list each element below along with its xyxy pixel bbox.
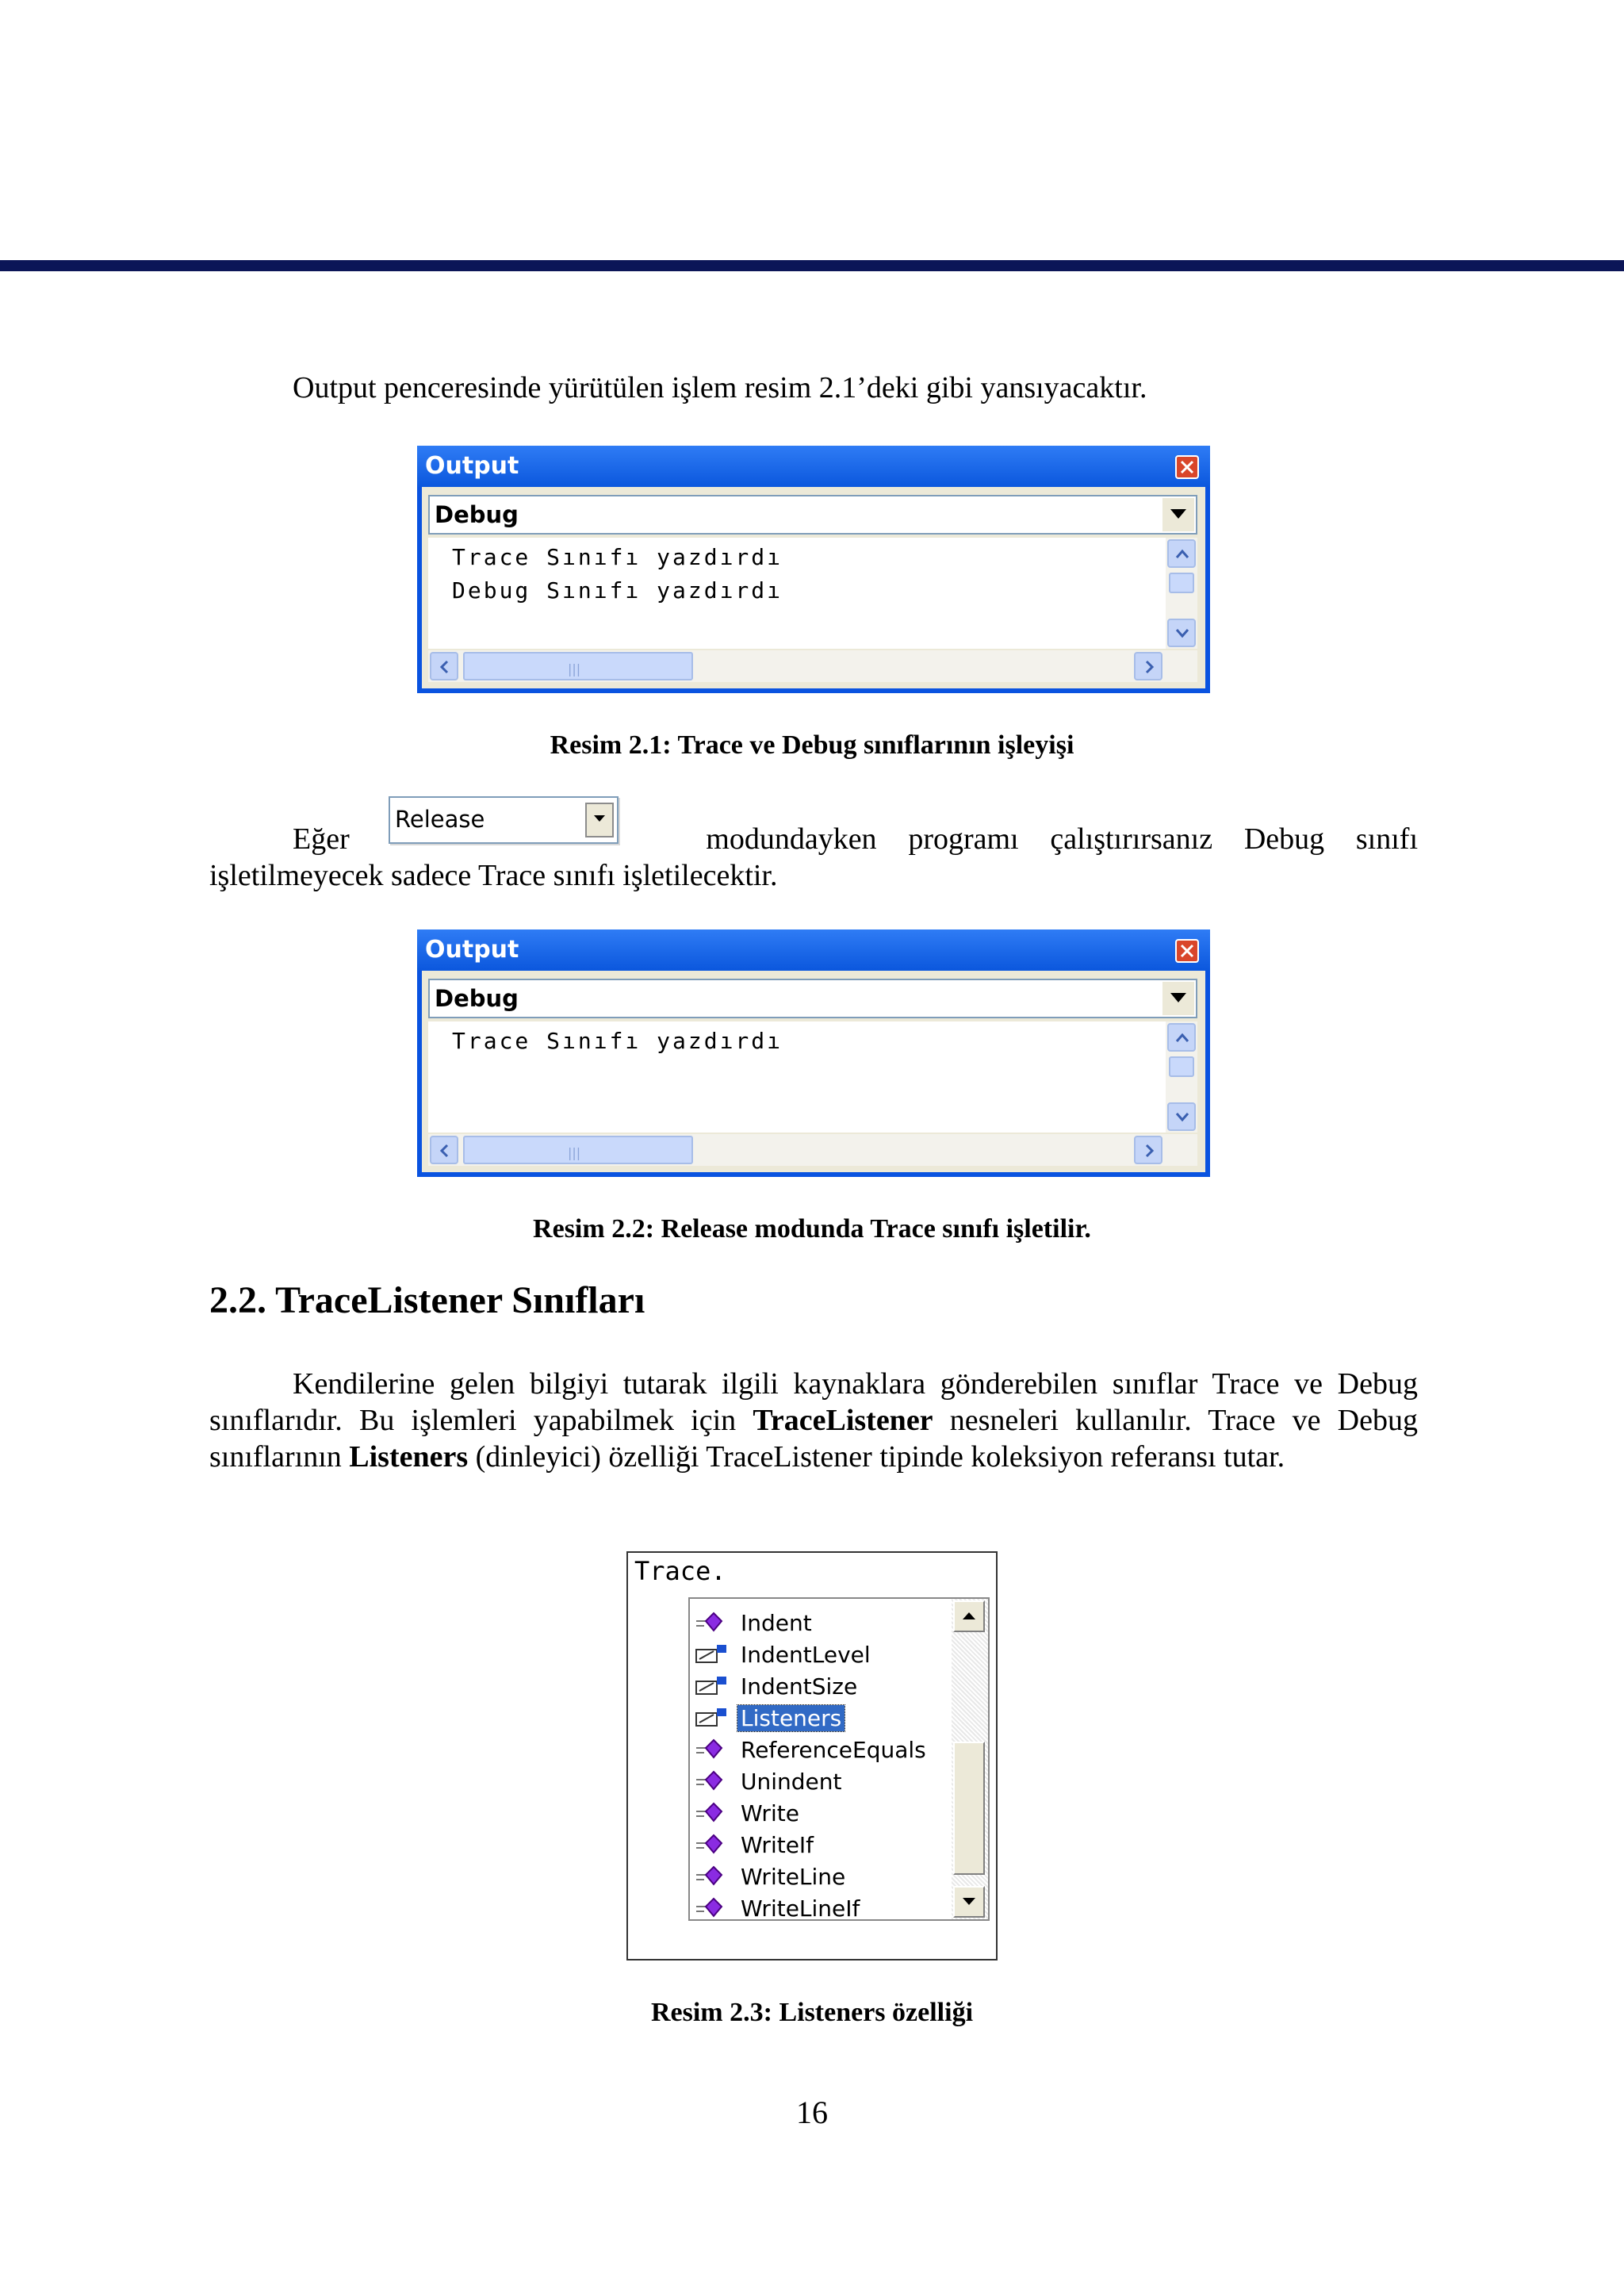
output-line: Trace Sınıfı yazdırdı bbox=[452, 544, 783, 570]
release-combo-value: Release bbox=[395, 806, 485, 833]
release-combo[interactable] bbox=[389, 796, 619, 844]
member-label: Listeners bbox=[737, 1705, 845, 1731]
method-icon bbox=[695, 1802, 730, 1830]
output-title: Output bbox=[425, 452, 519, 480]
member-list-item[interactable] bbox=[690, 1764, 950, 1799]
output-line: Debug Sınıfı yazdırdı bbox=[452, 577, 783, 604]
output-source-combo[interactable] bbox=[428, 495, 1197, 535]
scroll-left-button[interactable] bbox=[430, 1136, 458, 1164]
section-text-2: nesneleri kullanılır. Trace ve Debug sınıflarının bbox=[209, 1404, 1418, 1474]
intro-paragraph bbox=[209, 370, 1418, 406]
chevron-up-icon bbox=[1175, 1031, 1189, 1044]
chevron-down-icon bbox=[594, 815, 605, 823]
scroll-down-button[interactable] bbox=[953, 1886, 985, 1918]
member-list-item[interactable] bbox=[690, 1732, 950, 1767]
close-button[interactable] bbox=[1175, 455, 1199, 479]
member-list[interactable] bbox=[688, 1597, 990, 1921]
property-icon bbox=[695, 1643, 730, 1671]
scroll-thumb[interactable] bbox=[953, 1742, 985, 1875]
member-list-item[interactable] bbox=[690, 1859, 950, 1894]
chevron-down-icon bbox=[1175, 1110, 1189, 1123]
member-label: IndentLevel bbox=[741, 1642, 871, 1668]
member-list-item[interactable] bbox=[690, 1637, 950, 1672]
figure3-caption: Resim 2.3: Listeners özelliği bbox=[650, 1998, 974, 2027]
chevron-left-icon bbox=[438, 660, 452, 674]
output-window-2 bbox=[417, 929, 1210, 1177]
output-text-area[interactable] bbox=[428, 538, 1197, 649]
release-combo-dropdown-button[interactable] bbox=[585, 803, 614, 837]
intro-text: Output penceresinde yürütülen işlem resim 2.1’deki gibi yansıyacaktır. bbox=[293, 371, 1147, 404]
scroll-thumb[interactable] bbox=[463, 652, 693, 680]
scroll-right-button[interactable] bbox=[1134, 652, 1162, 680]
vertical-scrollbar[interactable] bbox=[1166, 538, 1197, 649]
scroll-right-button[interactable] bbox=[1134, 1136, 1162, 1164]
member-label: Write bbox=[741, 1800, 799, 1826]
chevron-left-icon bbox=[438, 1144, 452, 1158]
output-line: Trace Sınıfı yazdırdı bbox=[452, 1028, 783, 1054]
code-typed-text: Trace. bbox=[634, 1556, 726, 1586]
member-label: WriteLineIf bbox=[741, 1895, 860, 1922]
combo-value: Debug bbox=[435, 501, 519, 528]
page-number: 16 bbox=[796, 2095, 828, 2130]
combo-dropdown-button[interactable] bbox=[1161, 498, 1194, 531]
method-icon bbox=[695, 1897, 730, 1925]
method-icon bbox=[695, 1738, 730, 1766]
triangle-up-icon bbox=[963, 1612, 975, 1621]
member-label: ReferenceEquals bbox=[741, 1737, 926, 1763]
member-list-item[interactable] bbox=[690, 1827, 950, 1862]
grip-icon: ||| bbox=[568, 661, 581, 676]
member-list-item[interactable] bbox=[690, 1605, 950, 1640]
scroll-thumb[interactable] bbox=[1169, 573, 1194, 593]
chevron-up-icon bbox=[1175, 547, 1189, 560]
release-text-before: Eğer bbox=[293, 822, 350, 856]
horizontal-scrollbar[interactable] bbox=[428, 650, 1197, 682]
method-icon bbox=[695, 1834, 730, 1861]
section-bold-2: Listeners bbox=[349, 1440, 469, 1474]
member-list-item[interactable] bbox=[690, 1669, 950, 1704]
intellisense-popup bbox=[626, 1551, 998, 1960]
member-list-item[interactable] bbox=[690, 1891, 950, 1926]
vertical-scrollbar[interactable] bbox=[1166, 1021, 1197, 1133]
scroll-thumb[interactable] bbox=[1169, 1056, 1194, 1077]
method-icon bbox=[695, 1770, 730, 1798]
member-label: IndentSize bbox=[741, 1673, 858, 1700]
horizontal-scrollbar[interactable] bbox=[428, 1134, 1197, 1166]
scroll-left-button[interactable] bbox=[430, 652, 458, 680]
section-text-3: (dinleyici) özelliği TraceListener tipinde koleksiyon referansı tutar. bbox=[468, 1440, 1285, 1474]
scroll-up-button[interactable] bbox=[1167, 539, 1196, 568]
chevron-down-icon bbox=[1170, 509, 1186, 520]
member-label: Unindent bbox=[741, 1769, 842, 1795]
output-titlebar bbox=[417, 446, 1210, 487]
section-paragraph bbox=[209, 1366, 1418, 1475]
section-heading: 2.2. TraceListener Sınıfları bbox=[209, 1279, 645, 1321]
close-button[interactable] bbox=[1175, 939, 1199, 963]
output-window-1 bbox=[417, 446, 1210, 693]
scroll-thumb[interactable] bbox=[463, 1136, 693, 1164]
output-text-area[interactable] bbox=[428, 1021, 1197, 1133]
output-client bbox=[422, 487, 1205, 688]
output-client bbox=[422, 971, 1205, 1172]
grip-icon: ||| bbox=[568, 1145, 581, 1160]
output-title: Output bbox=[425, 936, 519, 964]
scroll-down-button[interactable] bbox=[1167, 619, 1196, 647]
chevron-right-icon bbox=[1142, 660, 1156, 674]
method-icon bbox=[695, 1865, 730, 1893]
figure1-caption: Resim 2.1: Trace ve Debug sınıflarının işleyişi bbox=[550, 730, 1074, 760]
section-bold-1: TraceListener bbox=[753, 1404, 933, 1437]
scroll-up-button[interactable] bbox=[953, 1600, 985, 1632]
chevron-down-icon bbox=[1175, 627, 1189, 639]
chevron-right-icon bbox=[1142, 1144, 1156, 1158]
output-source-combo[interactable] bbox=[428, 979, 1197, 1018]
section-text-1: Kendilerine gelen bilgiyi tutarak ilgili kaynaklara gönderebilen sınıflar Trace ve Debug sınıflarıdır. Bu işlemleri yapabilmek için bbox=[209, 1367, 1418, 1437]
method-icon bbox=[695, 1612, 730, 1639]
member-list-scrollbar[interactable] bbox=[952, 1599, 988, 1919]
release-text-after: modundayken programı çalıştırırsanız Debug sınıfı işletilmeyecek sadece Trace sınıfı işletilecektir. bbox=[209, 822, 1419, 892]
combo-dropdown-button[interactable] bbox=[1161, 982, 1194, 1015]
triangle-down-icon bbox=[963, 1897, 975, 1907]
scroll-up-button[interactable] bbox=[1167, 1023, 1196, 1052]
close-icon bbox=[1179, 943, 1195, 959]
member-label: WriteLine bbox=[741, 1864, 846, 1890]
property-icon bbox=[695, 1675, 730, 1703]
member-label: Indent bbox=[741, 1610, 812, 1636]
member-label: WriteIf bbox=[741, 1832, 814, 1858]
property-icon bbox=[695, 1707, 730, 1734]
header-rule bbox=[0, 260, 1624, 271]
close-icon bbox=[1179, 459, 1195, 475]
chevron-down-icon bbox=[1170, 993, 1186, 1004]
member-list-item[interactable] bbox=[690, 1700, 950, 1735]
member-list-item[interactable] bbox=[690, 1796, 950, 1830]
scroll-down-button[interactable] bbox=[1167, 1102, 1196, 1131]
figure2-caption: Resim 2.2: Release modunda Trace sınıfı işletilir. bbox=[533, 1214, 1091, 1244]
output-titlebar bbox=[417, 929, 1210, 971]
combo-value: Debug bbox=[435, 985, 519, 1012]
